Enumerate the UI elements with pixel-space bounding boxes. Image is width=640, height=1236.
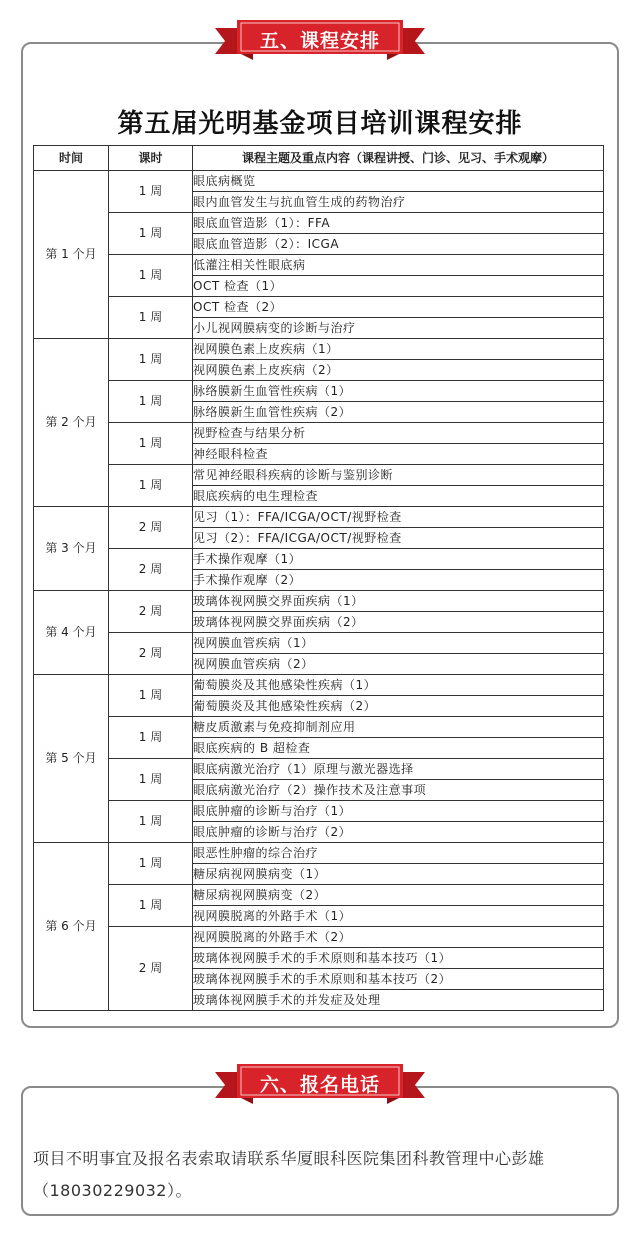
topic-cell: 葡萄膜炎及其他感染性疾病（1）	[193, 675, 604, 696]
table-row	[34, 591, 604, 612]
duration-cell: 2 周	[109, 507, 193, 549]
duration-cell: 1 周	[109, 381, 193, 423]
schedule-table	[33, 145, 604, 1011]
duration-cell: 1 周	[109, 213, 193, 255]
topic-cell: 眼底病概览	[193, 171, 604, 192]
month-cell: 第 1 个月	[34, 171, 109, 339]
table-row	[34, 381, 604, 402]
duration-cell: 1 周	[109, 297, 193, 339]
topic-cell: OCT 检查（1）	[193, 276, 604, 297]
topic-cell: 视网膜色素上皮疾病（1）	[193, 339, 604, 360]
schedule-title: 第五届光明基金项目培训课程安排	[117, 109, 523, 139]
topic-cell: 眼底病激光治疗（2）操作技术及注意事项	[193, 780, 604, 801]
table-row	[34, 213, 604, 234]
table-row	[34, 885, 604, 906]
duration-cell: 1 周	[109, 339, 193, 381]
duration-cell: 1 周	[109, 885, 193, 927]
topic-cell: 视网膜脱离的外路手术（1）	[193, 906, 604, 927]
table-row	[34, 675, 604, 696]
month-cell: 第 6 个月	[34, 843, 109, 1011]
section-title: 五、课程安排	[259, 30, 380, 52]
topic-cell: 玻璃体视网膜手术的手术原则和基本技巧（2）	[193, 969, 604, 990]
topic-cell: 手术操作观摩（2）	[193, 570, 604, 591]
table-row	[34, 717, 604, 738]
topic-cell: 视网膜血管疾病（2）	[193, 654, 604, 675]
topic-cell: 眼底疾病的电生理检查	[193, 486, 604, 507]
topic-cell: 眼底肿瘤的诊断与治疗（1）	[193, 801, 604, 822]
topic-cell: 糖皮质激素与免疫抑制剂应用	[193, 717, 604, 738]
topic-cell: 玻璃体视网膜手术的并发症及处理	[193, 990, 604, 1011]
duration-cell: 1 周	[109, 717, 193, 759]
table-row	[34, 297, 604, 318]
topic-cell: 玻璃体视网膜手术的手术原则和基本技巧（1）	[193, 948, 604, 969]
month-cell: 第 5 个月	[34, 675, 109, 843]
table-body	[34, 171, 604, 1011]
topic-cell: 眼内血管发生与抗血管生成的药物治疗	[193, 192, 604, 213]
contact-text: 项目不明事宜及报名表索取请联系华厦眼科医院集团科教管理中心彭雄（18030229032）。	[33, 1149, 545, 1200]
table-row	[34, 339, 604, 360]
topic-cell: 眼恶性肿瘤的综合治疗	[193, 843, 604, 864]
month-cell: 第 2 个月	[34, 339, 109, 507]
duration-cell: 2 周	[109, 927, 193, 1011]
topic-cell: 低灌注相关性眼底病	[193, 255, 604, 276]
topic-cell: OCT 检查（2）	[193, 297, 604, 318]
topic-cell: 玻璃体视网膜交界面疾病（2）	[193, 612, 604, 633]
section-ribbon-contact	[215, 1062, 425, 1104]
month-cell: 第 4 个月	[34, 591, 109, 675]
topic-cell: 眼底疾病的 B 超检查	[193, 738, 604, 759]
section-ribbon-schedule	[215, 18, 425, 60]
duration-cell: 1 周	[109, 465, 193, 507]
topic-cell: 糖尿病视网膜病变（1）	[193, 864, 604, 885]
header-time: 时间	[34, 146, 109, 171]
topic-cell: 见习（2）：FFA/ICGA/OCT/视野检查	[193, 528, 604, 549]
table-row	[34, 171, 604, 192]
table-row	[34, 843, 604, 864]
topic-cell: 眼底肿瘤的诊断与治疗（2）	[193, 822, 604, 843]
topic-cell: 眼底血管造影（1）：FFA	[193, 213, 604, 234]
table-row	[34, 507, 604, 528]
duration-cell: 1 周	[109, 171, 193, 213]
topic-cell: 常见神经眼科疾病的诊断与鉴别诊断	[193, 465, 604, 486]
table-row	[34, 927, 604, 948]
topic-cell: 见习（1）：FFA/ICGA/OCT/视野检查	[193, 507, 604, 528]
duration-cell: 1 周	[109, 255, 193, 297]
topic-cell: 手术操作观摩（1）	[193, 549, 604, 570]
table-row	[34, 465, 604, 486]
header-topic: 课程主题及重点内容（课程讲授、门诊、见习、手术观摩）	[193, 146, 604, 171]
topic-cell: 视网膜色素上皮疾病（2）	[193, 360, 604, 381]
table-row	[34, 423, 604, 444]
topic-cell: 视网膜脱离的外路手术（2）	[193, 927, 604, 948]
duration-cell: 1 周	[109, 843, 193, 885]
month-cell: 第 3 个月	[34, 507, 109, 591]
table-row	[34, 801, 604, 822]
topic-cell: 葡萄膜炎及其他感染性疾病（2）	[193, 696, 604, 717]
section-title: 六、报名电话	[259, 1074, 380, 1096]
topic-cell: 神经眼科检查	[193, 444, 604, 465]
topic-cell: 视野检查与结果分析	[193, 423, 604, 444]
topic-cell: 脉络膜新生血管性疾病（2）	[193, 402, 604, 423]
duration-cell: 2 周	[109, 633, 193, 675]
topic-cell: 视网膜血管疾病（1）	[193, 633, 604, 654]
duration-cell: 1 周	[109, 423, 193, 465]
table-header-row	[34, 146, 604, 171]
table-row	[34, 633, 604, 654]
duration-cell: 2 周	[109, 549, 193, 591]
topic-cell: 脉络膜新生血管性疾病（1）	[193, 381, 604, 402]
table-row	[34, 759, 604, 780]
duration-cell: 1 周	[109, 759, 193, 801]
topic-cell: 眼底血管造影（2）：ICGA	[193, 234, 604, 255]
table-row	[34, 255, 604, 276]
topic-cell: 玻璃体视网膜交界面疾病（1）	[193, 591, 604, 612]
topic-cell: 小儿视网膜病变的诊断与治疗	[193, 318, 604, 339]
table-row	[34, 549, 604, 570]
topic-cell: 眼底病激光治疗（1）原理与激光器选择	[193, 759, 604, 780]
topic-cell: 糖尿病视网膜病变（2）	[193, 885, 604, 906]
duration-cell: 1 周	[109, 801, 193, 843]
duration-cell: 1 周	[109, 675, 193, 717]
header-duration: 课时	[109, 146, 193, 171]
duration-cell: 2 周	[109, 591, 193, 633]
